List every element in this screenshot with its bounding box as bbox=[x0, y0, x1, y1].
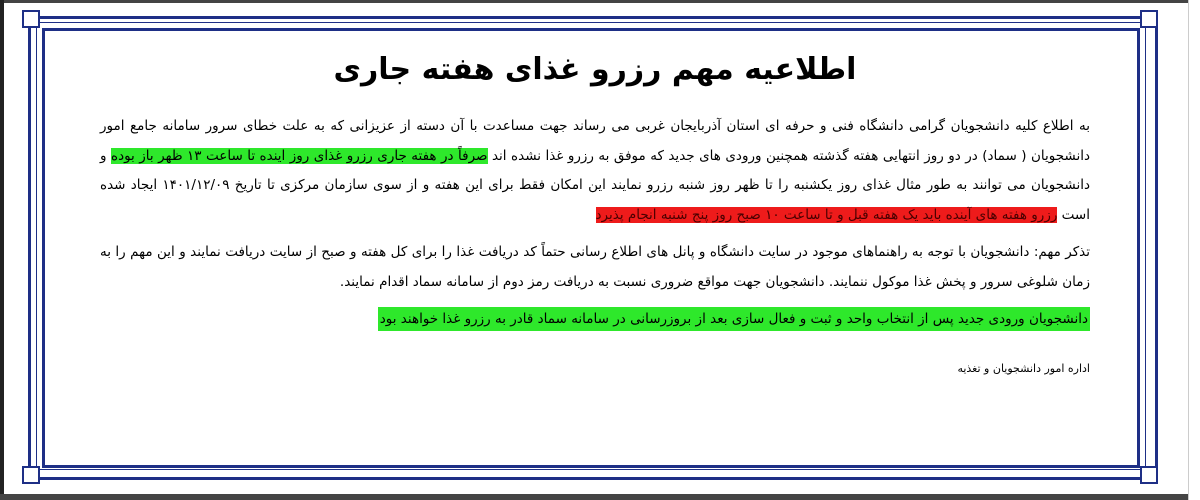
new-students-banner: دانشجویان ورودی جدید پس از انتخاب واحد و ثبت و فعال سازی بعد از بروزرسانی در سامانه سماد قادر به رزرو غذا خواهند بود bbox=[378, 307, 1090, 331]
notice-paragraph-main bbox=[100, 112, 1090, 230]
frame-corner-ornament bbox=[22, 466, 40, 484]
screen-edge-top bbox=[0, 0, 1200, 3]
frame-corner-ornament bbox=[22, 10, 40, 28]
frame-corner-ornament bbox=[1140, 10, 1158, 28]
notice-document bbox=[100, 40, 1090, 460]
frame-corner-ornament bbox=[1140, 466, 1158, 484]
screen-edge-right bbox=[1188, 0, 1200, 500]
signature: اداره امور دانشجویان و تغذیه bbox=[957, 362, 1090, 375]
new-students-banner-row bbox=[100, 297, 1090, 331]
red-highlight-text: رزرو هفته های آینده باید یک هفته قبل و تا ساعت ۱۰ صبح روز پنج شنبه انجام پذیرد bbox=[595, 206, 1058, 223]
paragraph-text: و دانشجویان می توانند به طور مثال غذای روز یکشنبه را تا ظهر روز شنبه رزرو نمایند این امکان فقط برای این هفته و از سوی سازمان مرکزی تا تاریخ ۱۴۰۱/۱۲/۰۹ ایجاد شده است bbox=[100, 147, 1090, 223]
notice-paragraph-reminder: تذکر مهم: دانشجویان با توجه به راهنماهای موجود در سایت دانشگاه و پانل های اطلاع رسانی حتماً کد دریافت غذا را برای کل هفته و صبح از سایت دریافت نمایند و این مهم را به زمان شلوغی سرور و پخش غذا موکول ننمایند. دانشجویان جهت مواقع ضروری نسبت به دریافت رمز دوم از سامانه سماد اقدام نمایند. bbox=[100, 244, 1090, 290]
paragraph-text: به اطلاع کلیه دانشجویان گرامی دانشگاه فنی و حرفه ای استان آذربایجان غربی می رساند جهت مساعدت با آن دسته از عزیزانی که به علت خطای سرور سامانه جامع امور دانشجویان ( سماد) در دو روز انتهایی هفته گذشته همچنین ورودی های جدید که موفق به رزرو غذا نشده اند bbox=[100, 118, 1090, 164]
screen-edge-bottom bbox=[0, 494, 1200, 500]
green-highlight-text: صرفاً در هفته جاری رزرو غذای روز اینده تا ساعت ۱۳ ظهر باز بوده bbox=[111, 147, 488, 164]
screen-edge-left bbox=[0, 0, 4, 500]
notice-title: اطلاعیه مهم رزرو غذای هفته جاری bbox=[333, 52, 857, 87]
